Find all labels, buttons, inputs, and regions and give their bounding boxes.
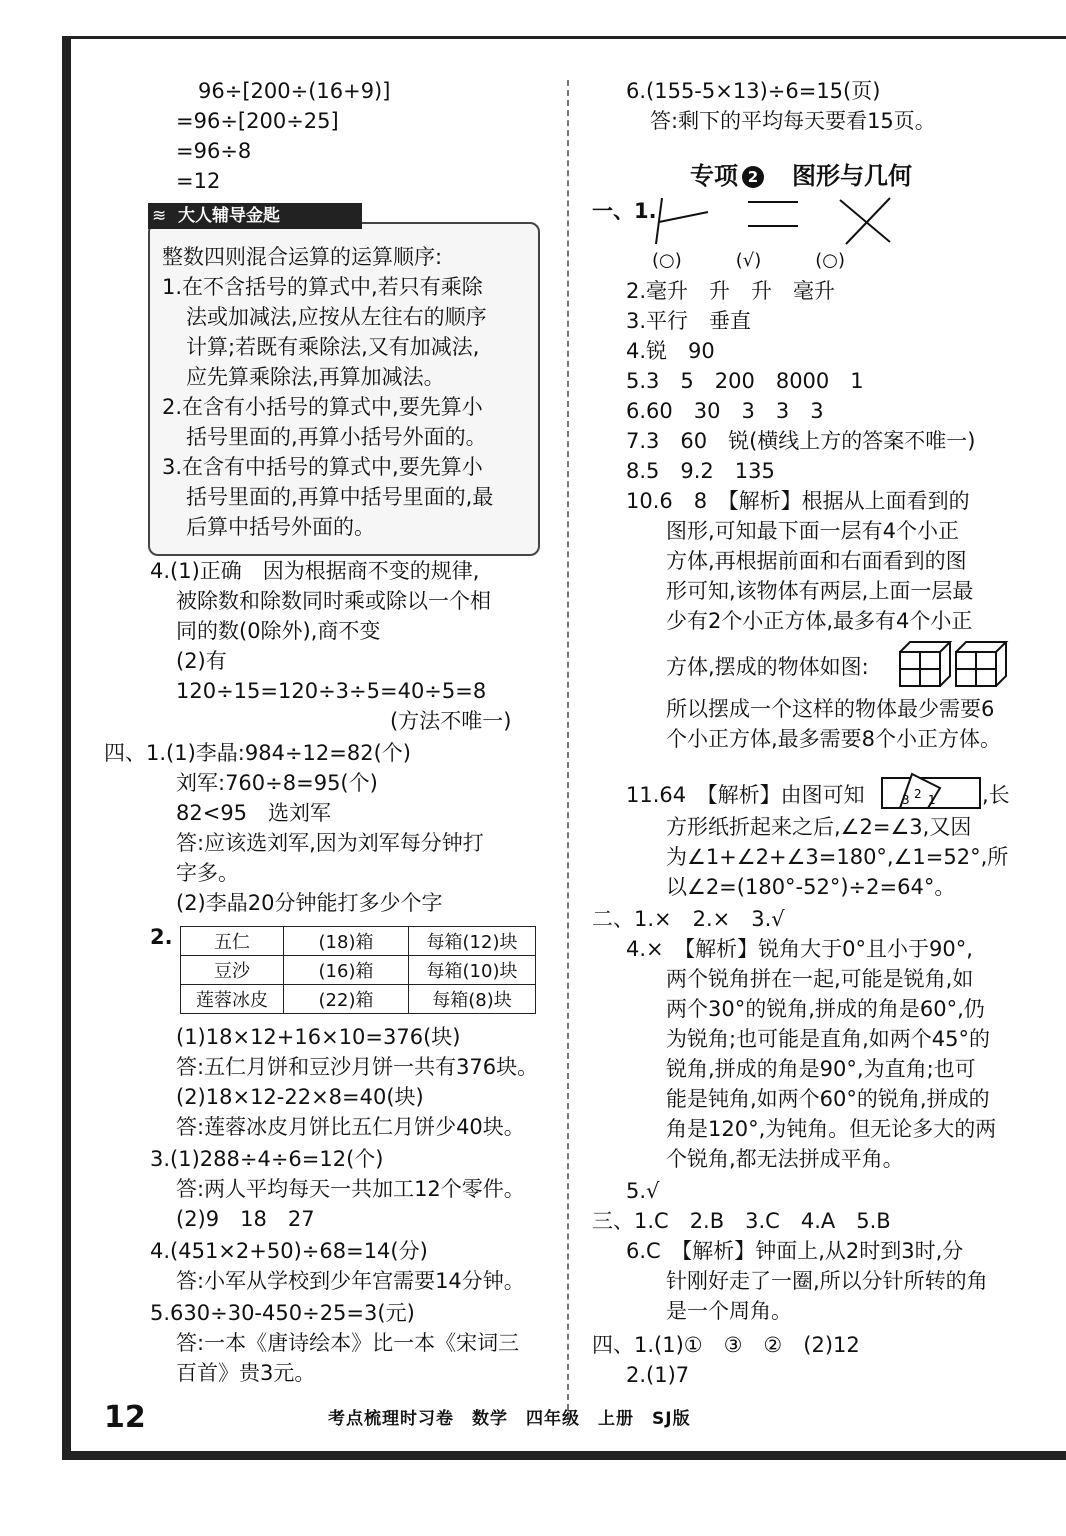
answer-line: 6.60 30 3 3 3 xyxy=(626,399,824,423)
wave-icon: ≋ xyxy=(152,206,167,226)
answer-line: 4.锐 90 xyxy=(626,339,715,363)
answer-line: 11.64 【解析】由图可知 xyxy=(626,783,865,807)
answer-line: 8.5 9.2 135 xyxy=(626,459,775,483)
svg-text:1: 1 xyxy=(928,793,936,807)
answer-line: 2.(1)7 xyxy=(626,1363,690,1387)
answer-line: ,长 xyxy=(982,783,1010,807)
answer-line: 四、1.(1)李晶:984÷12=82(个) xyxy=(104,741,411,765)
answer-line: 被除数和除数同时乘或除以一个相 xyxy=(176,589,491,613)
table-cell: (16)箱 xyxy=(284,956,409,985)
answer-line: 为∠1+∠2+∠3=180°,∠1=52°,所 xyxy=(666,845,1009,869)
answer-line: 两个30°的锐角,拼成的角是60°,仍 xyxy=(666,997,985,1021)
answer-line: 为锐角;也可能是直角,如两个45°的 xyxy=(666,1027,990,1051)
tip-banner: 大人辅导金匙 xyxy=(148,203,362,229)
answer-line: 百首》贵3元。 xyxy=(176,1361,316,1385)
answer-line: 7.3 60 锐(横线上方的答案不唯一) xyxy=(626,429,976,453)
answer-line: 形可知,该物体有两层,上面一层最 xyxy=(666,579,974,603)
answer-line: 答:剩下的平均每天要看15页。 xyxy=(650,109,936,133)
line-figures xyxy=(650,192,900,248)
answer-line: 刘军:760÷8=95(个) xyxy=(176,771,378,795)
answer-line: 答:应该选刘军,因为刘军每分钟打 xyxy=(176,831,484,855)
answer-line: 82<95 选刘军 xyxy=(176,801,332,825)
calc-line: =96÷[200÷25] xyxy=(176,109,339,133)
answer-line: 四、1.(1)① ③ ② (2)12 xyxy=(592,1333,860,1357)
calc-line: =96÷8 xyxy=(176,139,252,163)
answer-line: 方体,摆成的物体如图: xyxy=(666,655,869,679)
tip-line: 后算中括号外面的。 xyxy=(186,515,375,539)
answer-line: 5.√ xyxy=(626,1179,660,1203)
answer-line: 少有2个小正方体,最多有4个小正 xyxy=(666,609,973,633)
mooncake-table xyxy=(180,926,536,1014)
tip-line: 法或加减法,应按从左往右的顺序 xyxy=(186,305,487,329)
answer-line: (○) (√) (○) xyxy=(652,250,846,271)
answer-line: 6.C 【解析】钟面上,从2时到3时,分 xyxy=(626,1239,964,1263)
answer-line: 120÷15=120÷3÷5=40÷5=8 xyxy=(176,679,487,703)
answer-line: 4.(451×2+50)÷68=14(分) xyxy=(150,1239,428,1263)
answer-line: 3.(1)288÷4÷6=12(个) xyxy=(150,1147,384,1171)
table-cell: (22)箱 xyxy=(284,985,409,1014)
answer-line: 字多。 xyxy=(176,861,239,885)
answer-line: 以∠2=(180°-52°)÷2=64°。 xyxy=(666,875,956,899)
answer-line: (方法不唯一) xyxy=(390,709,512,733)
question-number: 一、1. xyxy=(592,199,657,223)
table-row xyxy=(181,927,536,956)
answer-line: (2)有 xyxy=(176,649,227,673)
answer-line: 两个锐角拼在一起,可能是锐角,如 xyxy=(666,967,974,991)
table-cell: 豆沙 xyxy=(181,956,284,985)
table-row xyxy=(181,985,536,1014)
answer-line: 方形纸折起来之后,∠2=∠3,又因 xyxy=(666,815,972,839)
svg-text:3: 3 xyxy=(902,793,910,807)
answer-line: 3.平行 垂直 xyxy=(626,309,752,333)
answer-line: 锐角,拼成的角是90°,为直角;也可 xyxy=(666,1057,976,1081)
page-number: 12 xyxy=(104,1400,146,1435)
answer-line: 答:两人平均每天一共加工12个零件。 xyxy=(176,1177,525,1201)
table-cell: (18)箱 xyxy=(284,927,409,956)
answer-line: 三、1.C 2.B 3.C 4.A 5.B xyxy=(592,1209,891,1233)
answer-line: (2)9 18 27 xyxy=(176,1207,315,1231)
calc-line: =12 xyxy=(176,169,221,193)
section-number-badge: 2 xyxy=(742,166,764,188)
tip-line: 1.在不含括号的算式中,若只有乘除 xyxy=(162,275,483,299)
answer-line: (1)18×12+16×10=376(块) xyxy=(176,1025,461,1049)
answer-line: 10.6 8 【解析】根据从上面看到的 xyxy=(626,489,970,513)
table-cell: 莲蓉冰皮 xyxy=(181,985,284,1014)
answer-line: 图形,可知最下面一层有4个小正 xyxy=(666,519,960,543)
book-title: 考点梳理时习卷 数学 四年级 上册 SJ版 xyxy=(328,1409,691,1429)
tip-line: 应先算乘除法,再算加减法。 xyxy=(186,365,445,389)
answer-line: 二、1.× 2.× 3.√ xyxy=(592,907,785,931)
answer-line: 答:小军从学校到少年宫需要14分钟。 xyxy=(176,1269,525,1293)
tip-line: 括号里面的,再算中括号里面的,最 xyxy=(186,485,494,509)
tip-line: 3.在含有中括号的算式中,要先算小 xyxy=(162,455,483,479)
answer-line: (2)李晶20分钟能打多少个字 xyxy=(176,891,443,915)
answer-line: 5.630÷30-450÷25=3(元) xyxy=(150,1301,415,1325)
answer-line: 答:五仁月饼和豆沙月饼一共有376块。 xyxy=(176,1055,539,1079)
tip-line: 括号里面的,再算小括号外面的。 xyxy=(186,425,487,449)
answer-line: 5.3 5 200 8000 1 xyxy=(626,369,864,393)
answer-line: 所以摆成一个这样的物体最少需要6 xyxy=(666,697,995,721)
folded-paper-figure xyxy=(880,770,982,810)
answer-line: 答:莲蓉冰皮月饼比五仁月饼少40块。 xyxy=(176,1115,525,1139)
answer-line: 能是钝角,如两个60°的锐角,拼成的 xyxy=(666,1087,990,1111)
table-cell: 每箱(8)块 xyxy=(409,985,536,1014)
question-number: 2. xyxy=(150,925,173,949)
answer-line: 方体,再根据前面和右面看到的图 xyxy=(666,549,967,573)
tip-line: 计算;若既有乘除法,又有加减法, xyxy=(186,335,480,359)
answer-line: 6.(155-5×13)÷6=15(页) xyxy=(626,79,881,103)
answer-line: 针刚好走了一圈,所以分针所转的角 xyxy=(666,1269,988,1293)
table-cell: 每箱(12)块 xyxy=(409,927,536,956)
answer-line: 答:一本《唐诗绘本》比一本《宋词三 xyxy=(176,1331,520,1355)
table-cell: 每箱(10)块 xyxy=(409,956,536,985)
answer-line: 同的数(0除外),商不变 xyxy=(176,619,381,643)
answer-line: 是一个周角。 xyxy=(666,1299,792,1323)
answer-line: 个小正方体,最多需要8个小正方体。 xyxy=(666,727,1002,751)
tip-line: 整数四则混合运算的运算顺序: xyxy=(162,245,443,269)
column-divider xyxy=(567,80,569,1420)
section-title: 专项 2 图形与几何 xyxy=(690,162,912,190)
answer-line: 4.× 【解析】锐角大于0°且小于90°, xyxy=(626,937,973,961)
table-row xyxy=(181,956,536,985)
tip-line: 2.在含有小括号的算式中,要先算小 xyxy=(162,395,483,419)
calc-line: 96÷[200÷(16+9)] xyxy=(198,79,391,103)
cube-figure xyxy=(898,640,1018,690)
table-cell: 五仁 xyxy=(181,927,284,956)
answer-line: 2.毫升 升 升 毫升 xyxy=(626,279,836,303)
answer-line: (2)18×12-22×8=40(块) xyxy=(176,1085,424,1109)
svg-text:2: 2 xyxy=(914,787,922,801)
answer-line: 个锐角,都无法拼成平角。 xyxy=(666,1147,904,1171)
answer-line: 角是120°,为钝角。但无论多大的两 xyxy=(666,1117,997,1141)
answer-line: 4.(1)正确 因为根据商不变的规律, xyxy=(150,559,480,583)
